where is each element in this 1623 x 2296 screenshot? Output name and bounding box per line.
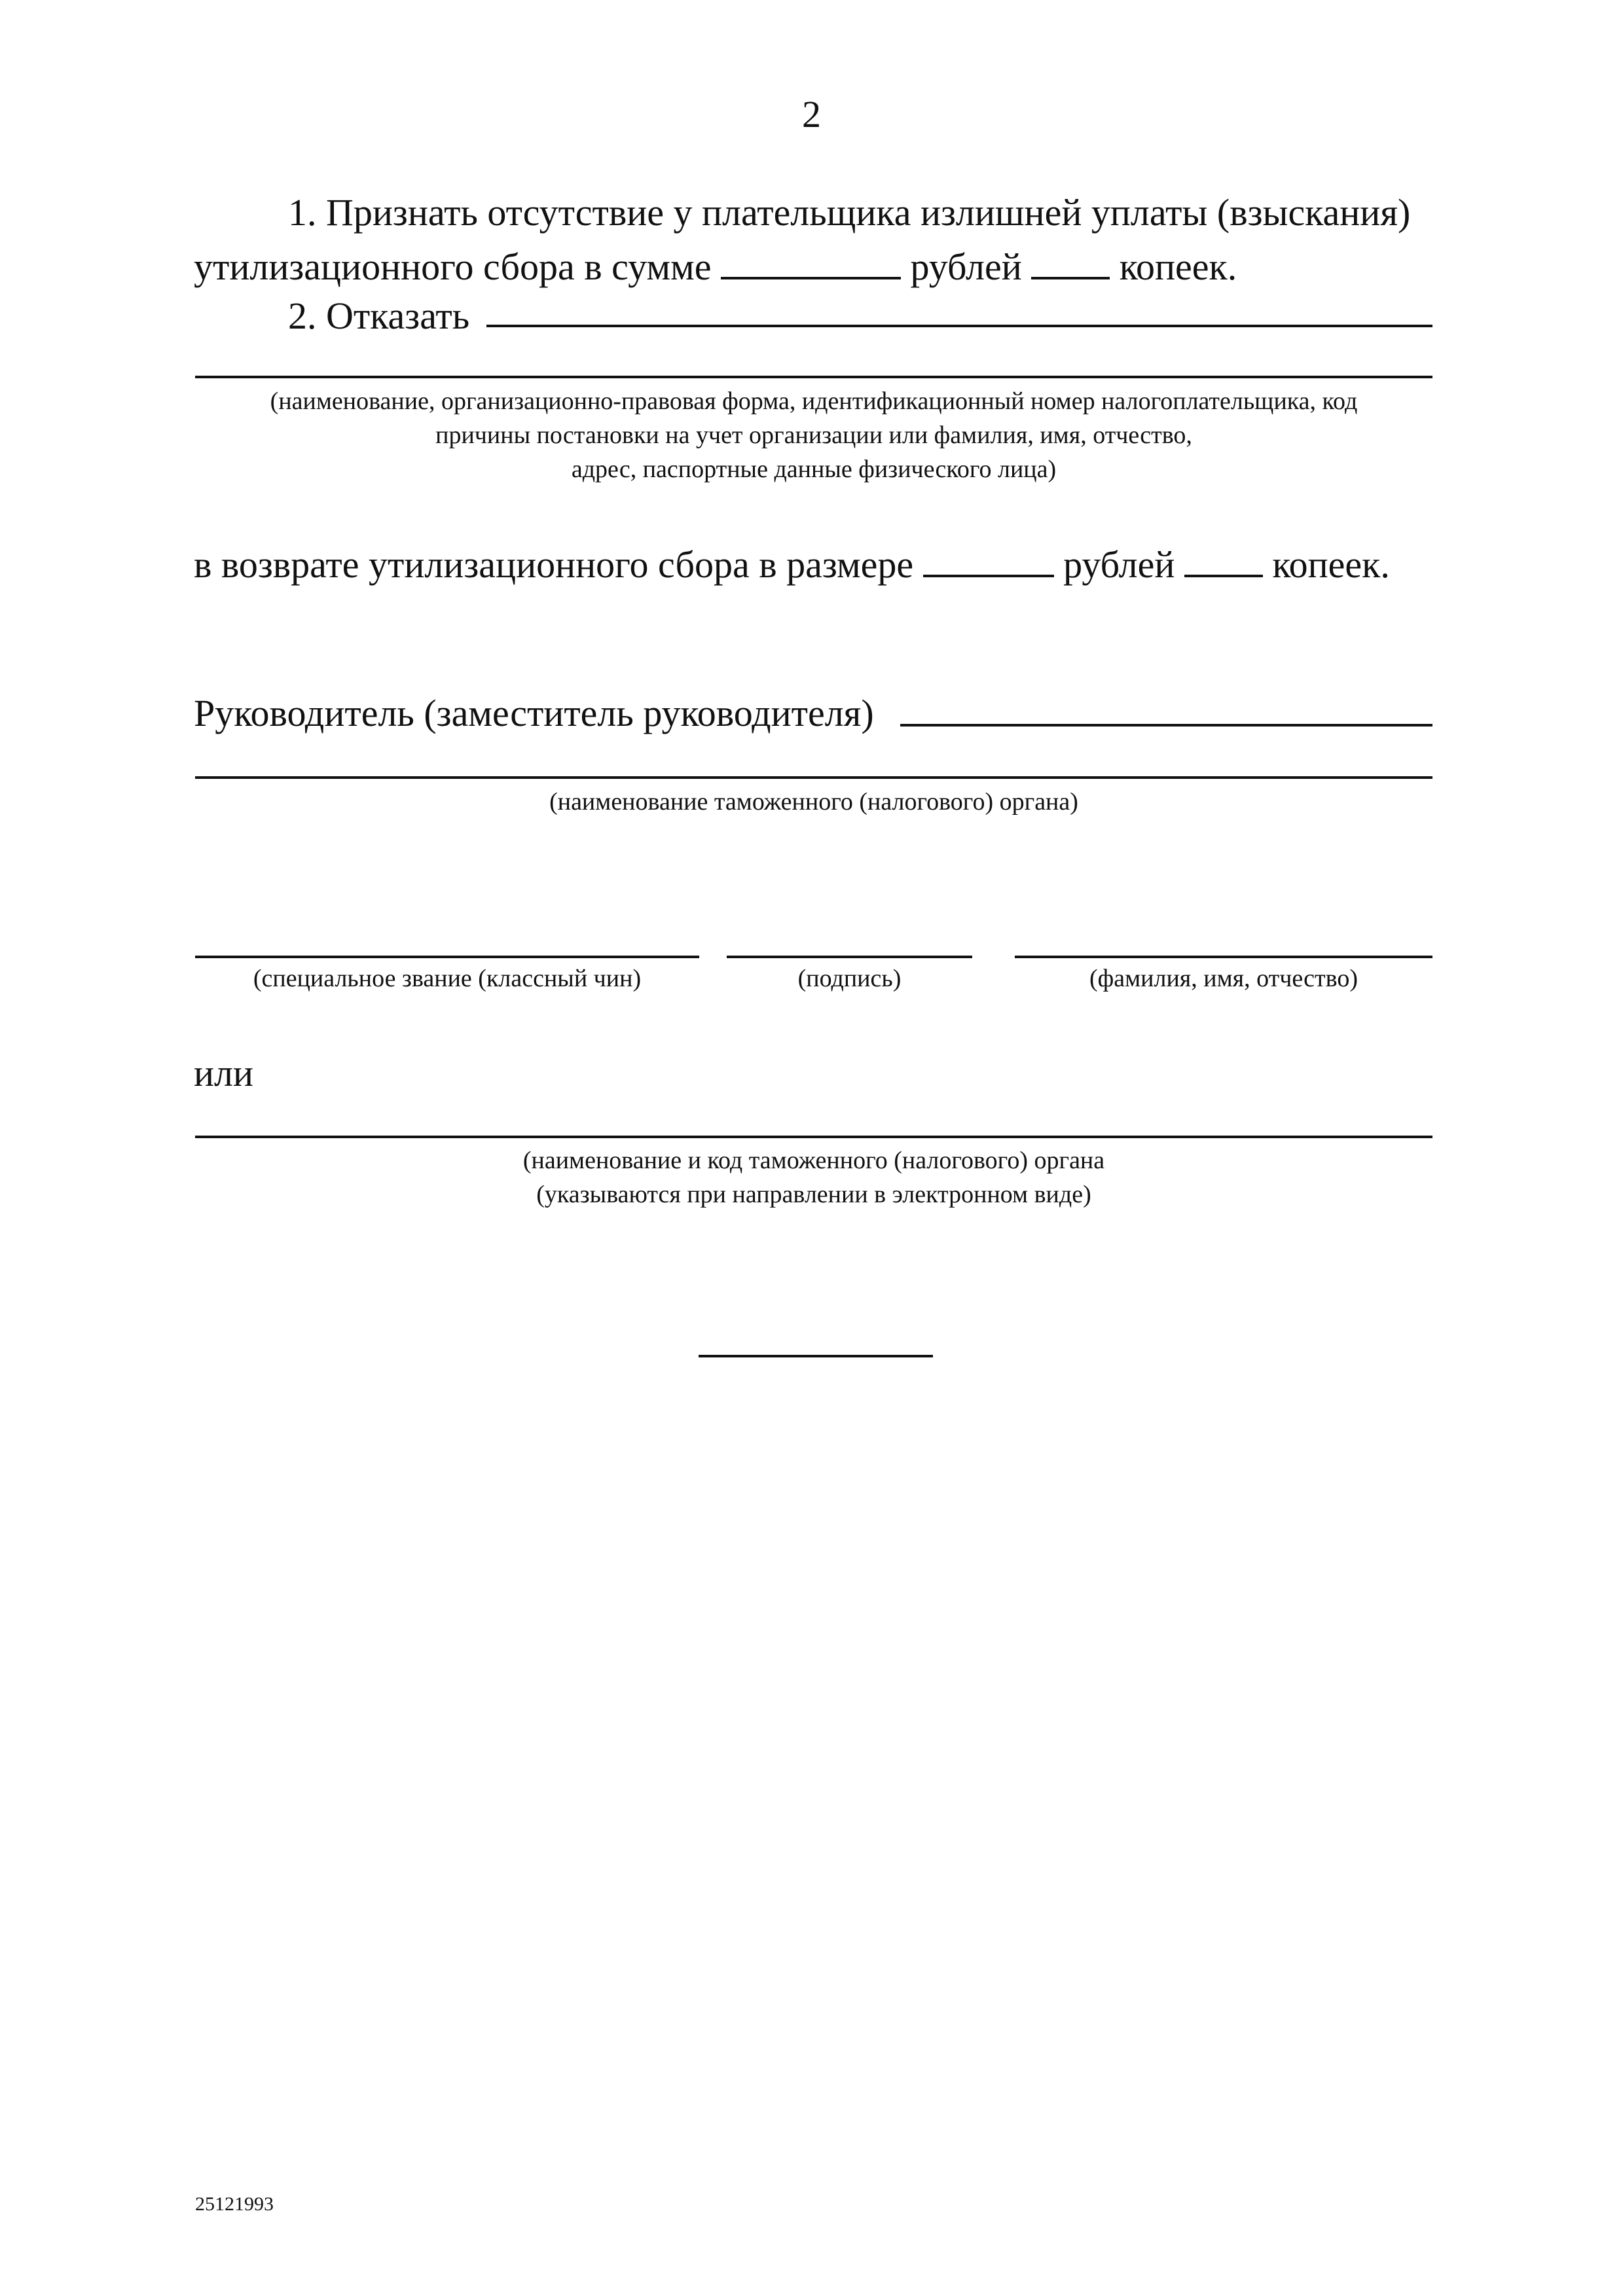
document-code: 25121993 [195,2193,274,2215]
refund-kopecks-label: копеек. [1272,543,1390,586]
rank-blank[interactable] [195,956,699,958]
sign-caption: (подпись) [797,965,902,992]
electronic-caption-line1: (наименование и код таможенного (налогового) органа [522,1147,1105,1174]
item2-caption-line3: адрес, паспортные данные физического лица) [571,456,1057,483]
head-label: Руководитель (заместитель руководителя) [194,692,874,734]
item2-refuse-blank[interactable] [486,325,1432,327]
full-name-caption: (фамилия, имя, отчество) [1089,965,1358,992]
item2-payer-blank[interactable] [195,376,1432,378]
sign-blank[interactable] [727,956,972,958]
item1-rubles-blank[interactable] [721,239,901,279]
or-label: или [194,1052,254,1094]
electronic-authority-blank[interactable] [195,1136,1432,1138]
item1-line2 [194,239,1237,293]
item1-rubles-label: рублей [910,245,1022,288]
refund-kopecks-blank[interactable] [1184,537,1263,577]
head-name-blank[interactable] [900,724,1432,726]
item2-caption-line2: причины постановки на учет организации или фамилия, имя, отчество, [435,422,1192,449]
item1-kopecks-label: копеек. [1119,245,1237,288]
end-separator [699,1355,933,1357]
item1-line1: 1. Признать отсутствие у плательщика излишней уплаты (взыскания) [288,191,1411,234]
page-number: 2 [802,93,821,135]
refund-rubles-label: рублей [1063,543,1175,586]
head-caption: (наименование таможенного (налогового) органа) [549,788,1078,816]
refund-prefix: в возврате утилизационного сбора в размере [194,543,914,586]
head-authority-blank[interactable] [195,776,1432,779]
refund-line [194,537,1390,591]
electronic-caption-line2: (указываются при направлении в электронном виде) [536,1181,1091,1208]
rank-caption: (специальное звание (классный чин) [253,965,642,992]
item1-kopecks-blank[interactable] [1031,239,1110,279]
full-name-blank[interactable] [1015,956,1432,958]
item2-caption-line1: (наименование, организационно-правовая форма, идентификационный номер налогоплательщика, код [270,387,1358,415]
item2-prefix: 2. Отказать [288,295,470,337]
item1-line2-prefix: утилизационного сбора в сумме [194,245,712,288]
refund-rubles-blank[interactable] [923,537,1054,577]
